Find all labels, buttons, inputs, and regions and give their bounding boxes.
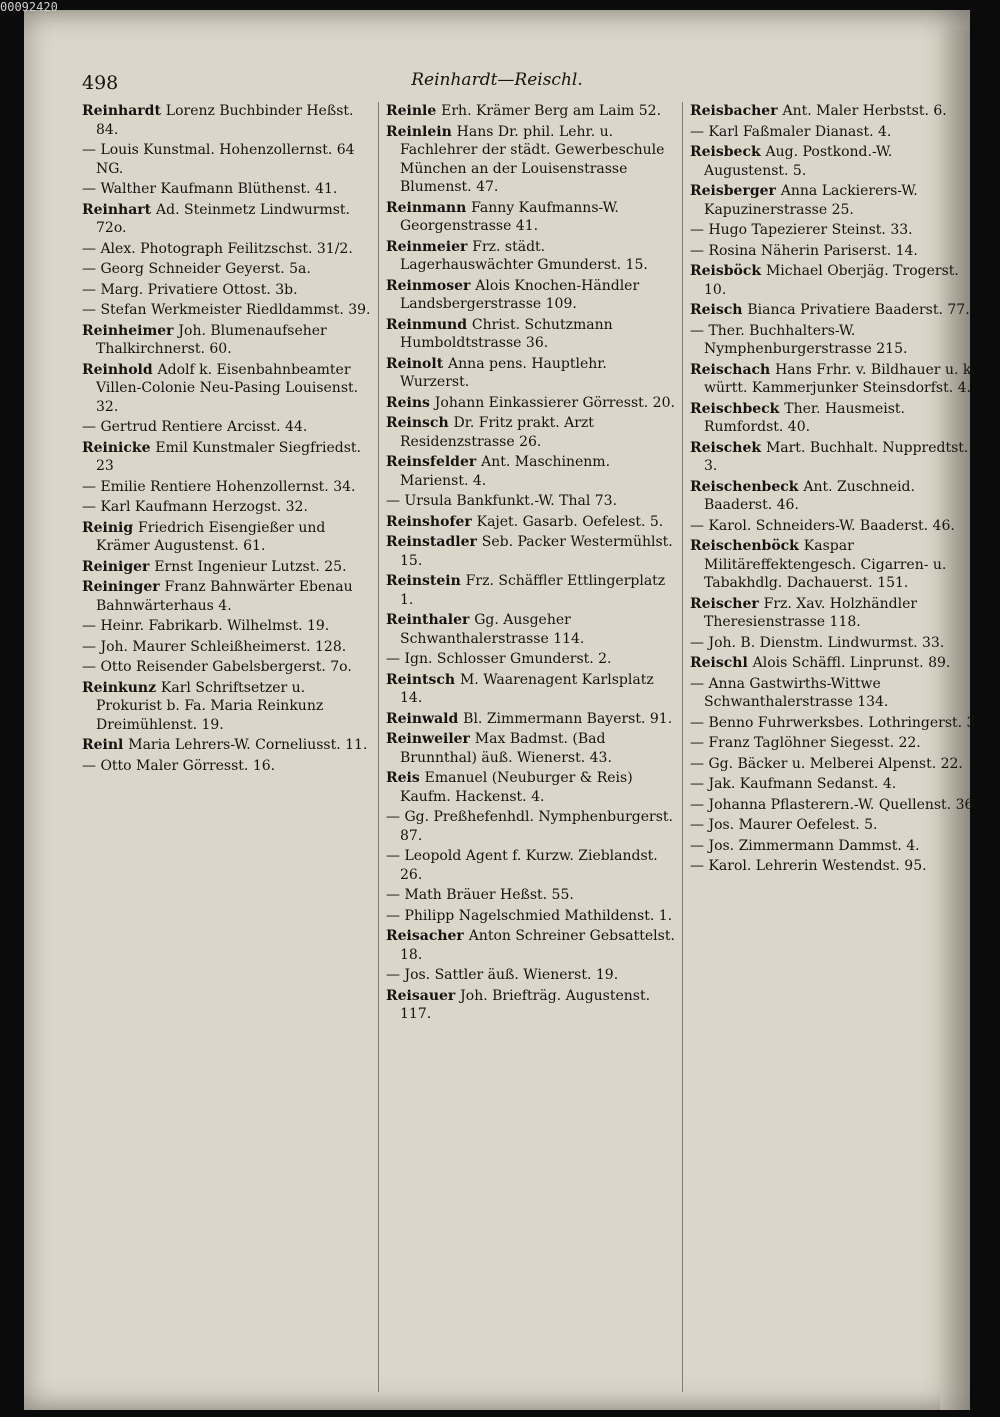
entry-details: Johann Einkassierer Görresst. 20. — [434, 394, 675, 411]
entry-details: Anton Schreiner Gebsattelst. 18. — [400, 928, 675, 963]
entry-details: Anna Lackierers-W. Kapuzinerstrasse 25. — [704, 183, 918, 218]
entry-details: Lorenz Buchbinder Heßst. 84. — [96, 103, 354, 138]
directory-entry — [82, 322, 372, 359]
directory-entry — [690, 775, 980, 794]
directory-entry — [82, 617, 372, 636]
entry-details: — Gertrud Rentiere Arcisst. 44. — [82, 419, 308, 435]
entry-details: Christ. Schutzmann Humboldtstrasse 36. — [400, 316, 613, 351]
directory-entry — [82, 736, 372, 755]
directory-entry — [82, 240, 372, 259]
directory-column-right — [690, 102, 980, 1392]
directory-entry — [690, 262, 980, 299]
entry-details: Friedrich Eisengießer und Krämer Augustenst. 61. — [96, 519, 326, 554]
entry-details: Gg. Ausgeher Schwanthalerstrasse 114. — [400, 612, 585, 647]
page-number: 498 — [82, 72, 119, 94]
entry-details: Karl Schriftsetzer u. Prokurist b. Fa. Maria Reinkunz Dreimühlenst. 19. — [96, 679, 324, 733]
entry-details: — Stefan Werkmeister Riedldammst. 39. — [82, 302, 371, 318]
entry-surname: Reinthaler — [386, 612, 475, 628]
entry-details: — Ther. Buchhalters-W. Nymphenburgerstrasse 215. — [690, 322, 908, 357]
page-header — [24, 66, 970, 96]
entry-surname: Reinl — [82, 737, 129, 753]
entry-details: Frz. Schäffler Ettlingerplatz 1. — [400, 573, 666, 608]
entry-surname: Reinolt — [386, 355, 449, 372]
directory-entry — [386, 492, 676, 511]
directory-entry — [82, 638, 372, 657]
directory-entry — [690, 102, 980, 121]
entry-details: — Philipp Nagelschmied Mathildenst. 1. — [386, 907, 673, 924]
entry-details: Joh. Blumenaufseher Thalkirchnerst. 60. — [96, 322, 327, 357]
directory-entry — [386, 513, 676, 532]
entry-surname: Reis — [386, 770, 425, 786]
directory-entry — [386, 316, 676, 353]
entry-details: — Karol. Lehrerin Westendst. 95. — [690, 858, 927, 874]
directory-entry — [690, 816, 980, 835]
column-divider-right — [682, 102, 683, 1392]
directory-entry — [82, 757, 372, 776]
directory-entry — [386, 808, 676, 845]
entry-surname: Reinle — [386, 103, 442, 119]
entry-surname: Reinsfelder — [386, 454, 482, 470]
entry-surname: Reischenböck — [690, 538, 804, 554]
directory-entry — [690, 400, 980, 437]
directory-entry — [386, 847, 676, 884]
directory-entry — [690, 675, 980, 712]
entry-details: Ant. Zuschneid. Baaderst. 46. — [704, 478, 915, 513]
directory-entry — [386, 238, 676, 275]
entry-surname: Reisböck — [690, 263, 766, 279]
entry-details: Ant. Maler Herbstst. 6. — [782, 103, 947, 119]
entry-details: — Hugo Tapezierer Steinst. 33. — [690, 222, 913, 238]
entry-surname: Reisbacher — [690, 103, 783, 119]
directory-entry — [690, 755, 980, 774]
entry-surname: Reinig — [82, 519, 139, 536]
directory-entry — [690, 537, 980, 593]
directory-entry — [82, 260, 372, 279]
directory-entry — [386, 199, 676, 236]
directory-entry — [82, 418, 372, 437]
directory-entry — [82, 519, 372, 556]
entry-details: — Karol. Schneiders-W. Baaderst. 46. — [690, 517, 955, 534]
directory-entry — [386, 123, 676, 197]
directory-entry — [386, 730, 676, 767]
entry-surname: Reischer — [690, 595, 764, 612]
entry-details: Aug. Postkond.-W. Augustenst. 5. — [704, 144, 893, 179]
running-title: Reinhardt—Reischl. — [411, 70, 583, 90]
directory-entry — [82, 558, 372, 577]
entry-details: Fanny Kaufmanns-W. Georgenstrasse 41. — [400, 199, 619, 234]
entry-details: Kaspar Militäreffektengesch. Cigarren- u. Tabakhdlg. Dachauerst. 151. — [704, 538, 947, 591]
directory-entry — [690, 143, 980, 180]
entry-surname: Reisch — [690, 302, 748, 318]
directory-entry — [690, 242, 980, 261]
directory-entry — [82, 498, 372, 517]
entry-details: M. Waarenagent Karlsplatz 14. — [400, 671, 654, 706]
entry-surname: Reinshofer — [386, 513, 477, 530]
directory-column-left — [82, 102, 372, 1392]
entry-details: Ant. Maschinenm. Marienst. 4. — [400, 454, 611, 489]
entry-surname: Reisauer — [386, 987, 461, 1004]
entry-details: Frz. städt. Lagerhauswächter Gmunderst. 15. — [400, 238, 648, 273]
entry-details: Bl. Zimmermann Bayerst. 91. — [463, 710, 673, 727]
entry-surname: Reinweiler — [386, 731, 475, 747]
entry-surname: Reinhart — [82, 201, 157, 218]
directory-entry — [82, 578, 372, 615]
entry-surname: Reischbeck — [690, 400, 785, 417]
entry-details: — Emilie Rentiere Hohenzollernst. 34. — [82, 478, 356, 495]
directory-entry — [386, 927, 676, 964]
directory-entry — [690, 796, 980, 815]
entry-surname: Reisberger — [690, 183, 781, 199]
directory-entry — [690, 221, 980, 240]
directory-entry — [82, 102, 372, 139]
directory-entry — [690, 517, 980, 536]
directory-entry — [386, 650, 676, 669]
directory-entry — [690, 734, 980, 753]
entry-surname: Reischek — [690, 439, 766, 456]
entry-surname: Reinmund — [386, 316, 472, 333]
directory-entry — [690, 182, 980, 219]
entry-details: Michael Oberjäg. Trogerst. 10. — [704, 263, 959, 298]
entry-surname: Reinhardt — [82, 103, 166, 119]
entry-surname: Reischach — [690, 361, 776, 378]
entry-details: Hans Frhr. v. Bildhauer u. k. württ. Kammerjunker Steinsdorfst. 4. — [704, 361, 976, 396]
entry-surname: Reinwald — [386, 710, 464, 727]
directory-entry — [82, 141, 372, 178]
entry-details: — Otto Reisender Gabelsbergerst. 7o. — [82, 659, 352, 675]
directory-entry — [690, 654, 980, 673]
directory-entry — [386, 671, 676, 708]
directory-entry — [690, 837, 980, 856]
directory-entry — [386, 355, 676, 392]
entry-details: — Karl Kaufmann Herzogst. 32. — [82, 499, 308, 515]
entry-details: — Gg. Preßhefenhdl. Nymphenburgerst. 87. — [386, 809, 673, 844]
directory-entry — [82, 301, 372, 320]
directory-entry — [386, 572, 676, 609]
directory-entry — [386, 987, 676, 1024]
directory-entry — [386, 611, 676, 648]
entry-details: — Anna Gastwirths-Wittwe Schwanthalerstrasse 134. — [690, 675, 889, 710]
entry-details: — Karl Faßmaler Dianast. 4. — [690, 123, 892, 140]
entry-surname: Reisacher — [386, 928, 469, 944]
entry-details: — Marg. Privatiere Ottost. 3b. — [82, 281, 298, 298]
directory-entry — [690, 857, 980, 876]
entry-details: — Ursula Bankfunkt.-W. Thal 73. — [386, 493, 618, 509]
entry-details: — Leopold Agent f. Kurzw. Zieblandst. 26. — [386, 848, 658, 883]
entry-details: — Jos. Sattler äuß. Wienerst. 19. — [386, 967, 619, 983]
entry-surname: Reinicke — [82, 439, 156, 456]
directory-entry — [690, 478, 980, 515]
entry-surname: Reinheimer — [82, 322, 179, 339]
entry-details: — Jak. Kaufmann Sedanst. 4. — [690, 776, 897, 792]
entry-surname: Reinstein — [386, 573, 466, 589]
entry-details: — Otto Maler Görresst. 16. — [82, 757, 276, 774]
directory-entry — [386, 414, 676, 451]
entry-surname: Reinmoser — [386, 277, 476, 294]
directory-entry — [386, 710, 676, 729]
directory-entry — [386, 769, 676, 806]
entry-details: Joh. Briefträg. Augustenst. 117. — [400, 987, 651, 1022]
entry-details: Franz Bahnwärter Ebenau Bahnwärterhaus 4. — [96, 579, 353, 614]
directory-entry — [82, 478, 372, 497]
entry-details: — Walther Kaufmann Blüthenst. 41. — [82, 181, 338, 197]
entry-details: — Jos. Maurer Oefelest. 5. — [690, 817, 878, 833]
directory-entry — [690, 322, 980, 359]
entry-details: Anna pens. Hauptlehr. Wurzerst. — [400, 355, 607, 390]
entry-surname: Reins — [386, 394, 435, 411]
entry-surname: Reinlein — [386, 123, 457, 140]
directory-entry — [386, 277, 676, 314]
entry-details: — Joh. Maurer Schleißheimerst. 128. — [82, 638, 347, 655]
directory-entry — [82, 361, 372, 417]
directory-entry — [386, 394, 676, 413]
directory-entry — [82, 658, 372, 677]
directory-entry — [82, 439, 372, 476]
entry-details: Ernst Ingenieur Lutzst. 25. — [154, 558, 347, 575]
entry-surname: Reintsch — [386, 671, 460, 688]
directory-entry — [82, 201, 372, 238]
entry-details: — Math Bräuer Heßst. 55. — [386, 887, 574, 903]
entry-surname: Reischl — [690, 655, 753, 671]
entry-details: — Ign. Schlosser Gmunderst. 2. — [386, 651, 612, 667]
directory-entry — [690, 714, 980, 733]
entry-surname: Reiniger — [82, 558, 155, 575]
directory-entry — [386, 533, 676, 570]
entry-details: — Louis Kunstmal. Hohenzollernst. 64 NG. — [82, 142, 355, 177]
directory-entry — [82, 180, 372, 199]
entry-details: — Alex. Photograph Feilitzschst. 31/2. — [82, 240, 353, 257]
entry-surname: Reinmeier — [386, 238, 473, 255]
entry-details: Hans Dr. phil. Lehr. u. Fachlehrer der städt. Gewerbeschule München an der Louisenstrasse Blumenst. 47. — [400, 123, 665, 195]
directory-entry — [690, 595, 980, 632]
directory-entry — [386, 453, 676, 490]
entry-details: — Rosina Näherin Pariserst. 14. — [690, 242, 918, 259]
entry-details: Emil Kunstmaler Siegfriedst. 23 — [96, 439, 361, 474]
directory-column-middle — [386, 102, 676, 1392]
entry-details: — Benno Fuhrwerksbes. Lothringerst. 3. — [690, 714, 980, 731]
entry-details: Ad. Steinmetz Lindwurmst. 72o. — [96, 201, 350, 236]
entry-details: Mart. Buchhalt. Nuppredtst. 3. — [704, 439, 969, 474]
entry-surname: Reinstadler — [386, 534, 482, 550]
entry-surname: Reisbeck — [690, 144, 766, 160]
entry-details: — Franz Taglöhner Siegesst. 22. — [690, 735, 921, 751]
entry-details: Maria Lehrers-W. Corneliusst. 11. — [128, 737, 368, 753]
directory-entry — [82, 281, 372, 300]
entry-surname: Reinmann — [386, 199, 472, 216]
directory-entry — [386, 102, 676, 121]
entry-surname: Reininger — [82, 579, 165, 595]
entry-details: Bianca Privatiere Baaderst. 77. — [747, 302, 970, 318]
entry-details: Dr. Fritz prakt. Arzt Residenzstrasse 26. — [400, 415, 594, 450]
entry-details: Erh. Krämer Berg am Laim 52. — [441, 103, 662, 119]
directory-entry — [82, 679, 372, 735]
entry-details: Emanuel (Neuburger & Reis) Kaufm. Hackenst. 4. — [400, 770, 633, 805]
entry-details: Ther. Hausmeist. Rumfordst. 40. — [704, 400, 905, 435]
entry-surname: Reinsch — [386, 415, 454, 431]
directory-entry — [690, 123, 980, 142]
directory-entry — [690, 301, 980, 320]
entry-details: Kajet. Gasarb. Oefelest. 5. — [476, 513, 664, 530]
directory-entry — [690, 439, 980, 476]
entry-details: Max Badmst. (Bad Brunnthal) äuß. Wienerst. 43. — [400, 731, 612, 766]
entry-details: — Gg. Bäcker u. Melberei Alpenst. 22. — [690, 755, 963, 772]
entry-surname: Reinkunz — [82, 679, 161, 696]
entry-surname: Reinhold — [82, 361, 158, 378]
entry-details: — Johanna Pflasterern.-W. Quellenst. 36. — [690, 796, 978, 813]
entry-details: Frz. Xav. Holzhändler Theresienstrasse 118. — [704, 595, 918, 630]
entry-details: Seb. Packer Westermühlst. 15. — [400, 534, 673, 569]
directory-entry — [690, 634, 980, 653]
entry-details: Alois Schäffl. Linprunst. 89. — [752, 655, 951, 671]
entry-surname: Reischenbeck — [690, 478, 804, 495]
directory-entry — [386, 966, 676, 985]
directory-entry — [690, 361, 980, 398]
entry-details: — Jos. Zimmermann Dammst. 4. — [690, 837, 920, 854]
entry-details: Alois Knochen-Händler Landsbergerstrasse 109. — [400, 277, 640, 312]
entry-details: — Georg Schneider Geyerst. 5a. — [82, 261, 311, 277]
scan-code: 00092420 — [0, 0, 58, 14]
entry-details: — Heinr. Fabrikarb. Wilhelmst. 19. — [82, 618, 330, 634]
entry-details: — Joh. B. Dienstm. Lindwurmst. 33. — [690, 634, 945, 651]
directory-entry — [386, 907, 676, 926]
entry-details: Adolf k. Eisenbahnbeamter Villen-Colonie Neu-Pasing Louisenst. 32. — [96, 361, 359, 415]
directory-entry — [386, 886, 676, 905]
column-divider-left — [378, 102, 379, 1392]
directory-page — [24, 10, 980, 1410]
